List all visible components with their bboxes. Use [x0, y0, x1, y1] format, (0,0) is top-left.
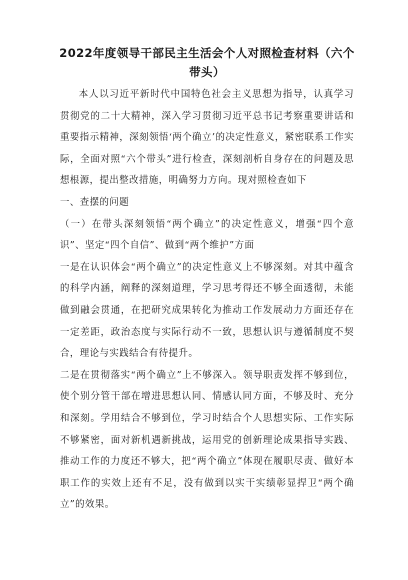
- document-title: 2022年度领导干部民主生活会个人对照检查材料（六个带头）: [59, 46, 355, 79]
- section-heading: 一、查摆的问题: [60, 196, 130, 208]
- body-paragraph-2: 二是在贯彻落实“两个确立”上不够深入。领导职责发挥不够到位，使个别分管干部在增进思想认同、情感认同方面，不够及时、充分和深刻。学用结合不够到位，学习时结合个人思想实际、工作实际不够紧密，面对新机遇新挑战，运用党的创新理论成果指导实践、推动工作的力度还不够大，把“两个确立”体现在履职尽责、做好本职工作的实效上还有不足，没有做到以实干实绩彰显捍卫“两个确立”的效果。: [60, 369, 354, 511]
- body-paragraph-1: 一是在认识体会“两个确立”的决定性意义上不够深刻。对其中蕴含的科学内涵，阐释的深刻道理，学习思考得还不够全面透彻，未能做到融会贯通，在把研究成果转化为推动工作发展动力方面还存在一定差距，政治态度与实际行动不一致，思想认识与遵循制度不契合，理论与实践结合有待提升。: [60, 261, 354, 360]
- intro-paragraph: 本人以习近平新时代中国特色社会主义思想为指导，认真学习贯彻党的二十大精神，深入学习贯彻习近平总书记考察重要讲话和重要指示精神，深刻领悟‘两个确立’的决定性意义，紧密联系工作实际，全面对照“六个带头”进行检查，深刻剖析自身存在的问题及思想根源，提出整改措施，明确努力方向。现对照检查如下: [60, 89, 354, 187]
- subsection-heading: （一）在带头深刻领悟“两个确立”的决定性意义，增强“四个意识”、坚定“四个自信”、做到“两个维护”方面: [60, 218, 354, 252]
